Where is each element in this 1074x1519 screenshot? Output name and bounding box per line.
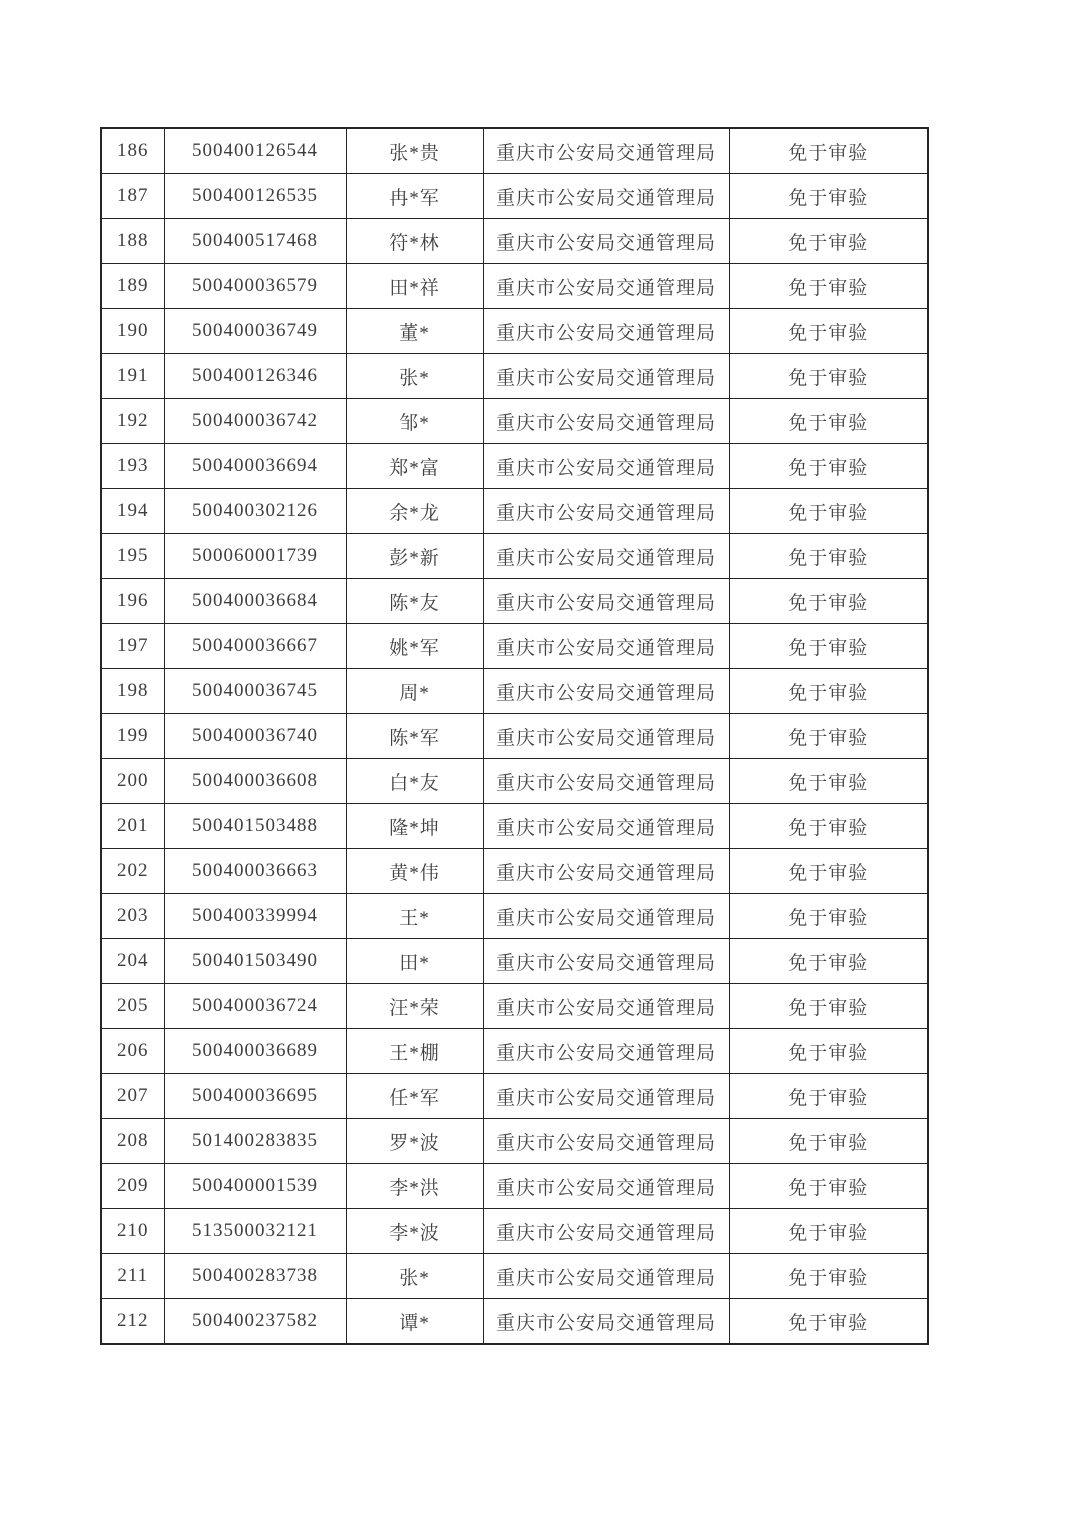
cell-serial-number: 200	[101, 759, 164, 804]
cell-serial-number: 209	[101, 1164, 164, 1209]
cell-serial-number: 199	[101, 714, 164, 759]
table-row	[101, 714, 928, 759]
cell-review-status: 免于审验	[729, 489, 928, 534]
cell-serial-number: 210	[101, 1209, 164, 1254]
table-row	[101, 309, 928, 354]
cell-serial-number: 193	[101, 444, 164, 489]
cell-serial-number: 186	[101, 128, 164, 174]
cell-review-status: 免于审验	[729, 1029, 928, 1074]
roster-table-body	[101, 128, 928, 1344]
cell-driver-name: 姚*军	[346, 624, 483, 669]
cell-issuing-authority: 重庆市公安局交通管理局	[483, 804, 729, 849]
cell-issuing-authority: 重庆市公安局交通管理局	[483, 128, 729, 174]
table-row	[101, 669, 928, 714]
cell-license-number: 500400036745	[164, 669, 346, 714]
cell-review-status: 免于审验	[729, 894, 928, 939]
cell-issuing-authority: 重庆市公安局交通管理局	[483, 669, 729, 714]
cell-serial-number: 202	[101, 849, 164, 894]
cell-license-number: 500400036663	[164, 849, 346, 894]
cell-issuing-authority: 重庆市公安局交通管理局	[483, 444, 729, 489]
cell-review-status: 免于审验	[729, 309, 928, 354]
cell-issuing-authority: 重庆市公安局交通管理局	[483, 489, 729, 534]
cell-driver-name: 李*波	[346, 1209, 483, 1254]
cell-serial-number: 191	[101, 354, 164, 399]
table-row	[101, 1074, 928, 1119]
cell-issuing-authority: 重庆市公安局交通管理局	[483, 894, 729, 939]
cell-license-number: 500400036694	[164, 444, 346, 489]
cell-issuing-authority: 重庆市公安局交通管理局	[483, 714, 729, 759]
cell-license-number: 500400036724	[164, 984, 346, 1029]
cell-driver-name: 董*	[346, 309, 483, 354]
table-row	[101, 894, 928, 939]
cell-issuing-authority: 重庆市公安局交通管理局	[483, 624, 729, 669]
cell-serial-number: 205	[101, 984, 164, 1029]
table-row	[101, 849, 928, 894]
cell-review-status: 免于审验	[729, 1209, 928, 1254]
cell-issuing-authority: 重庆市公安局交通管理局	[483, 1119, 729, 1164]
cell-license-number: 500060001739	[164, 534, 346, 579]
cell-issuing-authority: 重庆市公安局交通管理局	[483, 354, 729, 399]
cell-driver-name: 张*贵	[346, 128, 483, 174]
table-row	[101, 219, 928, 264]
cell-issuing-authority: 重庆市公安局交通管理局	[483, 264, 729, 309]
table-row	[101, 984, 928, 1029]
cell-driver-name: 任*军	[346, 1074, 483, 1119]
cell-review-status: 免于审验	[729, 849, 928, 894]
table-row	[101, 624, 928, 669]
cell-driver-name: 符*林	[346, 219, 483, 264]
cell-license-number: 500400001539	[164, 1164, 346, 1209]
cell-license-number: 500400036749	[164, 309, 346, 354]
cell-driver-name: 郑*富	[346, 444, 483, 489]
table-row	[101, 1209, 928, 1254]
roster-table	[100, 127, 929, 1345]
cell-license-number: 500400036689	[164, 1029, 346, 1074]
cell-review-status: 免于审验	[729, 984, 928, 1029]
cell-review-status: 免于审验	[729, 219, 928, 264]
cell-driver-name: 邹*	[346, 399, 483, 444]
cell-driver-name: 冉*军	[346, 174, 483, 219]
cell-license-number: 501400283835	[164, 1119, 346, 1164]
table-row	[101, 939, 928, 984]
cell-issuing-authority: 重庆市公安局交通管理局	[483, 984, 729, 1029]
table-row	[101, 444, 928, 489]
cell-serial-number: 207	[101, 1074, 164, 1119]
cell-license-number: 500401503490	[164, 939, 346, 984]
cell-driver-name: 隆*坤	[346, 804, 483, 849]
cell-review-status: 免于审验	[729, 399, 928, 444]
cell-license-number: 500400302126	[164, 489, 346, 534]
cell-review-status: 免于审验	[729, 534, 928, 579]
cell-review-status: 免于审验	[729, 579, 928, 624]
cell-license-number: 500400126346	[164, 354, 346, 399]
cell-issuing-authority: 重庆市公安局交通管理局	[483, 219, 729, 264]
cell-serial-number: 194	[101, 489, 164, 534]
table-row	[101, 534, 928, 579]
cell-driver-name: 黄*伟	[346, 849, 483, 894]
table-row	[101, 489, 928, 534]
cell-issuing-authority: 重庆市公安局交通管理局	[483, 939, 729, 984]
cell-issuing-authority: 重庆市公安局交通管理局	[483, 759, 729, 804]
cell-review-status: 免于审验	[729, 804, 928, 849]
cell-review-status: 免于审验	[729, 714, 928, 759]
cell-driver-name: 余*龙	[346, 489, 483, 534]
cell-review-status: 免于审验	[729, 1299, 928, 1345]
cell-license-number: 500400283738	[164, 1254, 346, 1299]
cell-license-number: 500401503488	[164, 804, 346, 849]
cell-issuing-authority: 重庆市公安局交通管理局	[483, 309, 729, 354]
cell-driver-name: 白*友	[346, 759, 483, 804]
cell-issuing-authority: 重庆市公安局交通管理局	[483, 399, 729, 444]
cell-serial-number: 197	[101, 624, 164, 669]
table-row	[101, 399, 928, 444]
cell-review-status: 免于审验	[729, 444, 928, 489]
cell-driver-name: 田*祥	[346, 264, 483, 309]
cell-issuing-authority: 重庆市公安局交通管理局	[483, 1254, 729, 1299]
cell-serial-number: 196	[101, 579, 164, 624]
cell-driver-name: 张*	[346, 1254, 483, 1299]
table-row	[101, 264, 928, 309]
cell-review-status: 免于审验	[729, 1164, 928, 1209]
cell-serial-number: 211	[101, 1254, 164, 1299]
cell-license-number: 500400036579	[164, 264, 346, 309]
cell-review-status: 免于审验	[729, 1254, 928, 1299]
cell-license-number: 500400339994	[164, 894, 346, 939]
cell-serial-number: 195	[101, 534, 164, 579]
cell-license-number: 513500032121	[164, 1209, 346, 1254]
cell-review-status: 免于审验	[729, 1074, 928, 1119]
cell-issuing-authority: 重庆市公安局交通管理局	[483, 1164, 729, 1209]
cell-license-number: 500400036667	[164, 624, 346, 669]
cell-driver-name: 王*	[346, 894, 483, 939]
cell-driver-name: 罗*波	[346, 1119, 483, 1164]
cell-serial-number: 187	[101, 174, 164, 219]
cell-issuing-authority: 重庆市公安局交通管理局	[483, 1029, 729, 1074]
table-row	[101, 128, 928, 174]
cell-license-number: 500400237582	[164, 1299, 346, 1345]
cell-driver-name: 王*棚	[346, 1029, 483, 1074]
cell-driver-name: 张*	[346, 354, 483, 399]
table-row	[101, 354, 928, 399]
cell-serial-number: 206	[101, 1029, 164, 1074]
table-row	[101, 174, 928, 219]
cell-serial-number: 198	[101, 669, 164, 714]
cell-license-number: 500400126544	[164, 128, 346, 174]
cell-license-number: 500400517468	[164, 219, 346, 264]
cell-driver-name: 谭*	[346, 1299, 483, 1345]
cell-serial-number: 192	[101, 399, 164, 444]
cell-issuing-authority: 重庆市公安局交通管理局	[483, 579, 729, 624]
cell-serial-number: 189	[101, 264, 164, 309]
cell-issuing-authority: 重庆市公安局交通管理局	[483, 849, 729, 894]
cell-license-number: 500400036740	[164, 714, 346, 759]
cell-driver-name: 周*	[346, 669, 483, 714]
cell-serial-number: 188	[101, 219, 164, 264]
cell-driver-name: 李*洪	[346, 1164, 483, 1209]
cell-review-status: 免于审验	[729, 669, 928, 714]
cell-review-status: 免于审验	[729, 624, 928, 669]
cell-driver-name: 陈*军	[346, 714, 483, 759]
cell-serial-number: 203	[101, 894, 164, 939]
cell-review-status: 免于审验	[729, 128, 928, 174]
cell-issuing-authority: 重庆市公安局交通管理局	[483, 1209, 729, 1254]
cell-license-number: 500400036742	[164, 399, 346, 444]
cell-issuing-authority: 重庆市公安局交通管理局	[483, 1074, 729, 1119]
table-row	[101, 1299, 928, 1345]
cell-serial-number: 208	[101, 1119, 164, 1164]
cell-review-status: 免于审验	[729, 264, 928, 309]
cell-review-status: 免于审验	[729, 1119, 928, 1164]
table-row	[101, 1119, 928, 1164]
cell-serial-number: 212	[101, 1299, 164, 1345]
cell-driver-name: 汪*荣	[346, 984, 483, 1029]
cell-license-number: 500400036608	[164, 759, 346, 804]
cell-issuing-authority: 重庆市公安局交通管理局	[483, 174, 729, 219]
cell-license-number: 500400036695	[164, 1074, 346, 1119]
table-row	[101, 804, 928, 849]
cell-driver-name: 陈*友	[346, 579, 483, 624]
cell-review-status: 免于审验	[729, 354, 928, 399]
table-row	[101, 1254, 928, 1299]
cell-review-status: 免于审验	[729, 174, 928, 219]
cell-driver-name: 田*	[346, 939, 483, 984]
cell-issuing-authority: 重庆市公安局交通管理局	[483, 534, 729, 579]
table-row	[101, 1029, 928, 1074]
table-row	[101, 1164, 928, 1209]
cell-license-number: 500400126535	[164, 174, 346, 219]
cell-review-status: 免于审验	[729, 759, 928, 804]
cell-driver-name: 彭*新	[346, 534, 483, 579]
cell-license-number: 500400036684	[164, 579, 346, 624]
table-row	[101, 759, 928, 804]
cell-serial-number: 204	[101, 939, 164, 984]
cell-review-status: 免于审验	[729, 939, 928, 984]
cell-serial-number: 201	[101, 804, 164, 849]
table-row	[101, 579, 928, 624]
cell-serial-number: 190	[101, 309, 164, 354]
cell-issuing-authority: 重庆市公安局交通管理局	[483, 1299, 729, 1345]
